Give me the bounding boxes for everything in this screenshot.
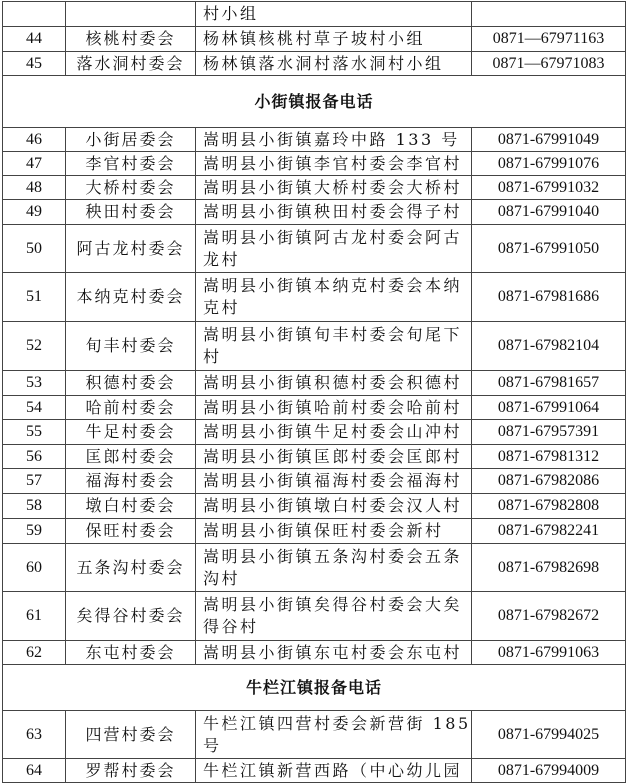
section-title: 牛栏江镇报备电话 [3,665,626,711]
address: 嵩明县小街镇哈前村委会哈前村 [196,396,472,420]
table-row [3,519,626,544]
row-number: 47 [3,152,66,176]
table-body [3,2,626,783]
row-number: 64 [3,759,66,783]
address: 嵩明县小街镇牛足村委会山冲村 [196,420,472,445]
table-row [3,420,626,445]
address: 嵩明县小街镇五条沟村委会五条沟村 [196,544,472,592]
table-row [3,273,626,322]
address: 嵩明县小街镇东屯村委会东屯村 [196,641,472,665]
row-number: 60 [3,544,66,592]
committee-name: 李官村委会 [66,152,196,176]
address: 嵩明县小街镇矣得谷村委会大矣得谷村 [196,592,472,641]
phone-number: 0871—67971083 [472,52,626,76]
phone-number: 0871-67991049 [472,128,626,152]
table-row [3,711,626,759]
address: 嵩明县小街镇旬丰村委会旬尾下村 [196,322,472,371]
phone-number: 0871-67982086 [472,469,626,494]
table-row [3,469,626,494]
committee-name: 落水洞村委会 [66,52,196,76]
row-number: 63 [3,711,66,759]
committee-name: 五条沟村委会 [66,544,196,592]
address: 杨林镇落水洞村落水洞村小组 [196,52,472,76]
committee-name: 四营村委会 [66,711,196,759]
phone-number: 0871-67957391 [472,420,626,445]
phone-number: 0871-67994025 [472,711,626,759]
committee-name: 匡郎村委会 [66,445,196,469]
address: 嵩明县小街镇福海村委会福海村 [196,469,472,494]
phone-number: 0871-67981657 [472,371,626,396]
table-row [3,322,626,371]
phone-number: 0871-67982672 [472,592,626,641]
committee-name: 积德村委会 [66,371,196,396]
address: 嵩明县小街镇李官村委会李官村 [196,152,472,176]
phone-number: 0871-67991032 [472,176,626,200]
contact-table [2,1,626,783]
row-number: 56 [3,445,66,469]
table-row [3,152,626,176]
address: 嵩明县小街镇嘉玲中路 133 号 [196,128,472,152]
phone-number: 0871-67991040 [472,200,626,225]
row-number: 58 [3,494,66,519]
table-row [3,759,626,783]
phone-number: 0871-67991064 [472,396,626,420]
section-header-row [3,665,626,711]
table-row [3,544,626,592]
phone-number: 0871-67982104 [472,322,626,371]
committee-name: 福海村委会 [66,469,196,494]
address: 嵩明县小街镇积德村委会积德村 [196,371,472,396]
phone-number: 0871-67981686 [472,273,626,322]
address: 嵩明县小街镇大桥村委会大桥村 [196,176,472,200]
committee-name: 东屯村委会 [66,641,196,665]
address: 嵩明县小街镇匡郎村委会匡郎村 [196,445,472,469]
table-row [3,445,626,469]
row-number: 45 [3,52,66,76]
committee-name: 核桃村委会 [66,27,196,52]
table-row [3,52,626,76]
address: 嵩明县小街镇阿古龙村委会阿古龙村 [196,225,472,273]
phone-number: 0871-67991076 [472,152,626,176]
committee-name: 小街居委会 [66,128,196,152]
row-number [3,2,66,27]
table-row [3,371,626,396]
phone-number: 0871-67981312 [472,445,626,469]
phone-number: 0871-67991050 [472,225,626,273]
row-number: 62 [3,641,66,665]
row-number: 51 [3,273,66,322]
address: 村小组 [196,2,472,27]
table-row [3,128,626,152]
section-title: 小街镇报备电话 [3,76,626,128]
address: 嵩明县小街镇保旺村委会新村 [196,519,472,544]
address: 嵩明县小街镇墩白村委会汉人村 [196,494,472,519]
committee-name: 罗帮村委会 [66,759,196,783]
table-row [3,641,626,665]
row-number: 48 [3,176,66,200]
address: 牛栏江镇新营西路（中心幼儿园 [196,759,472,783]
row-number: 57 [3,469,66,494]
row-number: 53 [3,371,66,396]
table-row [3,494,626,519]
committee-name: 哈前村委会 [66,396,196,420]
table-row [3,176,626,200]
phone-number: 0871-67991063 [472,641,626,665]
committee-name: 秧田村委会 [66,200,196,225]
row-number: 44 [3,27,66,52]
table-row [3,396,626,420]
phone-number [472,2,626,27]
committee-name: 本纳克村委会 [66,273,196,322]
address: 杨林镇核桃村草子坡村小组 [196,27,472,52]
row-number: 59 [3,519,66,544]
table-row-continuation [3,2,626,27]
address: 牛栏江镇四营村委会新营街 185 号 [196,711,472,759]
address: 嵩明县小街镇本纳克村委会本纳克村 [196,273,472,322]
committee-name: 墩白村委会 [66,494,196,519]
committee-name: 阿古龙村委会 [66,225,196,273]
committee-name: 矣得谷村委会 [66,592,196,641]
row-number: 52 [3,322,66,371]
committee-name: 旬丰村委会 [66,322,196,371]
address: 嵩明县小街镇秧田村委会得子村 [196,200,472,225]
phone-number: 0871-67982241 [472,519,626,544]
phone-number: 0871-67982808 [472,494,626,519]
row-number: 55 [3,420,66,445]
row-number: 61 [3,592,66,641]
table-row [3,200,626,225]
table-row [3,225,626,273]
section-header-row [3,76,626,128]
committee-name: 保旺村委会 [66,519,196,544]
phone-number: 0871—67971163 [472,27,626,52]
table-row [3,27,626,52]
phone-number: 0871-67994009 [472,759,626,783]
phone-number: 0871-67982698 [472,544,626,592]
table-row [3,592,626,641]
committee-name: 牛足村委会 [66,420,196,445]
row-number: 49 [3,200,66,225]
row-number: 46 [3,128,66,152]
row-number: 54 [3,396,66,420]
committee-name: 大桥村委会 [66,176,196,200]
row-number: 50 [3,225,66,273]
committee-name [66,2,196,27]
